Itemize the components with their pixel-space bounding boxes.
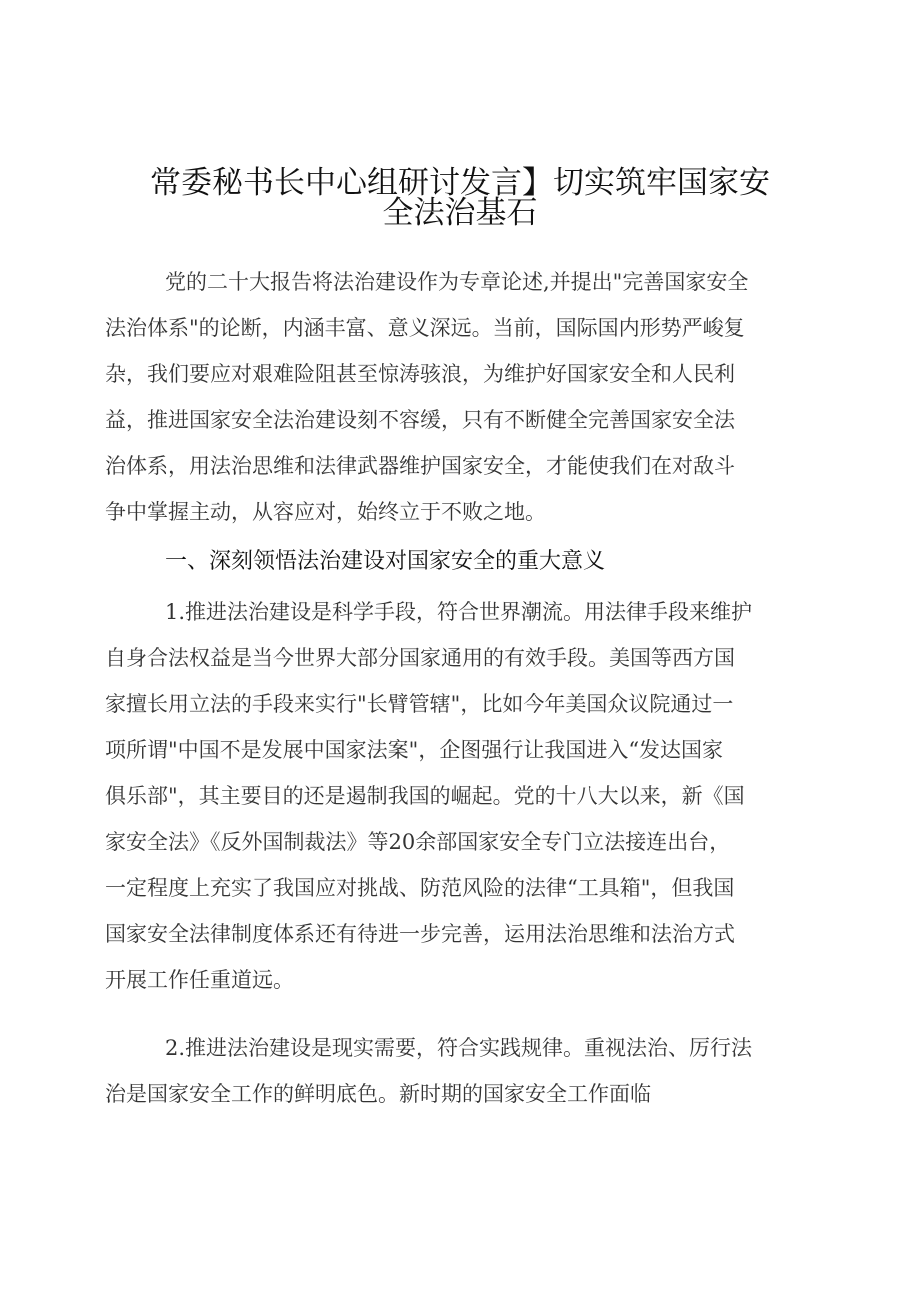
point-1-line: 俱乐部"，其主要目的还是遏制我国的崛起。党的十八大以来，新《国: [105, 784, 745, 808]
intro-line: 争中掌握主动，从容应对，始终立于不败之地。: [105, 500, 546, 524]
document-title-line-1: 常委秘书长中心组研讨发言】切实筑牢国家安: [150, 165, 770, 201]
point-1-line: 自身合法权益是当今世界大部分国家通用的有效手段。美国等西方国: [105, 646, 735, 670]
section-heading: 一、深刻领悟法治建设对国家安全的重大意义: [165, 549, 606, 574]
point-1-line: 家擅长用立法的手段来实行"长臂管辖"，比如今年美国众议院通过一: [105, 692, 734, 716]
intro-line: 杂，我们要应对艰难险阻甚至惊涛骇浪，为维护好国家安全和人民利: [105, 362, 735, 386]
document-title-line-2: 全法治基石: [382, 195, 538, 231]
point-2-line: 治是国家安全工作的鲜明底色。新时期的国家安全工作面临: [105, 1082, 651, 1106]
intro-line: 法治体系"的论断，内涵丰富、意义深远。当前，国际国内形势严峻复: [105, 316, 745, 340]
intro-line: 党的二十大报告将法治建设作为专章论述,并提出"完善国家安全: [165, 270, 749, 294]
point-1-line: 1.推进法治建设是科学手段，符合世界潮流。用法律手段来维护: [165, 600, 753, 624]
point-1-line: 一定程度上充实了我国应对挑战、防范风险的法律“工具箱"，但我国: [105, 876, 735, 900]
intro-line: 治体系，用法治思维和法律武器维护国家安全，才能使我们在对敌斗: [105, 454, 735, 478]
point-1-line: 国家安全法律制度体系还有待进一步完善，运用法治思维和法治方式: [105, 922, 735, 946]
point-2-line: 2.推进法治建设是现实需要，符合实践规律。重视法治、厉行法: [165, 1036, 753, 1060]
point-1-line: 家安全法》《反外国制裁法》等20余部国家安全专门立法接连出台，: [105, 830, 731, 854]
intro-line: 益，推进国家安全法治建设刻不容缓，只有不断健全完善国家安全法: [105, 408, 735, 432]
point-1-line: 开展工作任重道远。: [105, 968, 294, 992]
point-1-line: 项所谓"中国不是发展中国家法案"，企图强行让我国进入“发达国家: [105, 738, 724, 762]
